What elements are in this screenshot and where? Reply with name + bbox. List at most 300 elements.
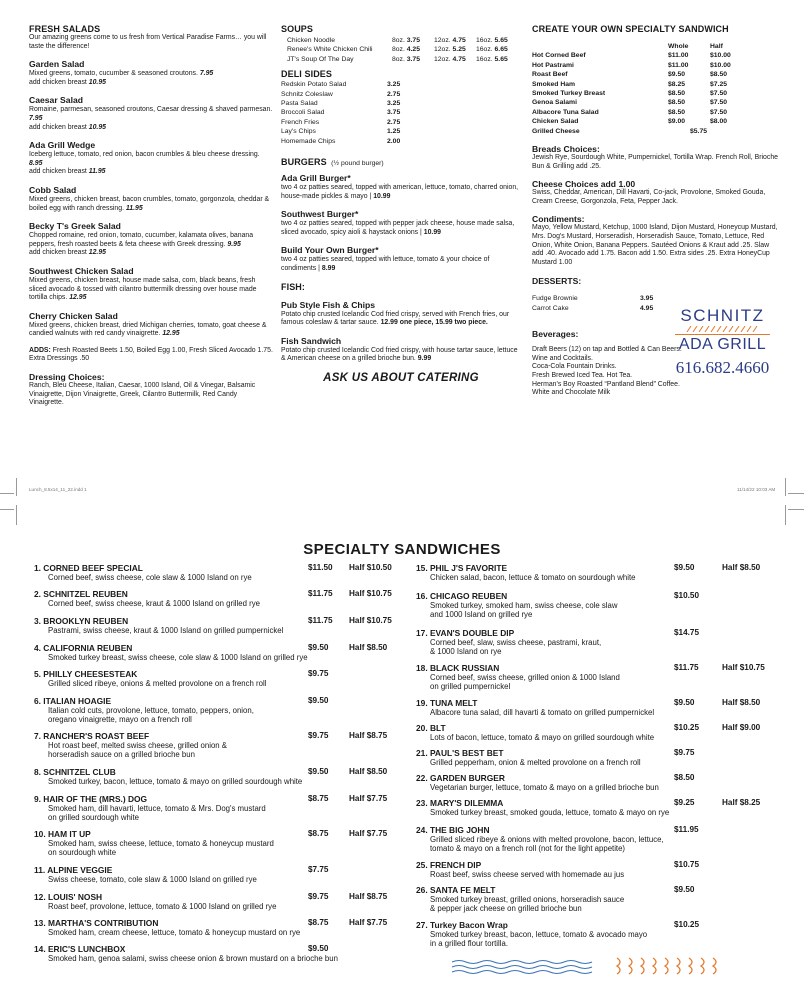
soup-size: 8oz. [392,55,405,63]
sandwich-item [416,698,778,717]
deli-side-row [281,127,521,136]
salad-extra [29,124,273,133]
sandwich-desc: Chicken salad, bacon, lettuce & tomato on sourdough white [430,573,636,582]
sandwich-name: 10. HAM IT UP [34,829,91,839]
create-row [532,51,782,60]
sandwich-half-price [349,563,392,572]
sandwich-half-value: $8.75 [366,892,388,901]
create-row [532,80,782,89]
burgers-note: (½ pound burger) [331,160,384,168]
sandwich-item [416,628,778,656]
sandwich-desc: and 1000 Island on grilled rye [430,610,533,620]
sandwich-half-price [349,794,387,803]
create-half-price: $10.00 [710,61,731,69]
sandwich-price: $14.75 [674,628,700,637]
salad-name: Caesar Salad [29,95,83,106]
salads-column [29,24,273,408]
sandwich-price: $9.75 [674,748,695,757]
sandwich-half-label: Half [349,794,365,803]
sandwich-half-price [349,918,387,927]
sandwich-item [34,731,405,759]
create-row [532,89,782,98]
create-meat-name: Smoked Ham [532,80,576,88]
create-whole-price: $9.00 [668,118,686,126]
dessert-row [532,294,782,303]
sandwich-half-value: $10.75 [739,663,765,672]
deli-side-price: 2.75 [387,90,401,98]
sandwich-item [416,773,778,792]
salad-desc-text: Iceberg lettuce, tomato, red onion, bacon crumbles & bleu cheese dressing. [29,151,260,159]
soup-size: 12oz. [434,46,451,54]
sandwich-half-value: $10.75 [366,616,392,625]
create-whole-price: $8.50 [668,90,686,98]
sandwich-price: $8.75 [308,918,329,927]
salad-name: Southwest Chicken Salad [29,265,134,276]
create-row [532,98,782,107]
logo-subtitle: ADA GRILL [675,334,770,354]
sandwich-price: $11.75 [674,663,699,672]
sandwich-desc: Roast beef, swiss cheese served with homemade au jus [430,870,625,879]
soup-size: 12oz. [434,37,451,44]
salad-extra-price: 10.95 [88,78,107,86]
sandwich-name: 26. SANTA FE MELT [416,885,496,895]
create-row [532,117,782,126]
sandwich-half-label: Half [722,663,738,672]
logo-name: SCHNITZ [680,306,765,325]
burger-price: 8.99 [321,265,336,273]
burger-item [281,209,521,237]
crop-mark [16,505,17,525]
sandwich-price: $8.50 [674,773,695,782]
sandwich-desc: Smoked ham, dill havarti, lettuce, tomato & Mrs. Dog's mustard [48,804,266,813]
breads-heading: Breads Choices: [532,144,600,155]
sandwich-name: 24. THE BIG JOHN [416,825,490,835]
burgers-heading: BURGERS [281,157,327,168]
sandwich-desc: Smoked turkey, smoked ham, swiss cheese, cole slaw [430,601,618,610]
sandwich-half-value: $8.25 [739,798,761,807]
sandwich-item [416,591,778,619]
sandwich-price: $9.50 [308,944,329,953]
soup-price: 6.65 [494,46,508,54]
sandwich-desc: tomato & mayo on a french roll (not for the light appetite) [430,844,626,854]
salad-name: Ada Grill Wedge [29,140,96,151]
sandwich-half-label: Half [349,731,365,740]
sandwich-name: 12. LOUIS' NOSH [34,892,103,902]
burger-item [281,245,521,273]
sandwich-half-label: Half [722,798,738,807]
create-half-price: $7.50 [710,90,728,98]
sandwich-half-label: Half [349,892,365,901]
sandwich-half-label: Half [349,589,365,598]
sandwich-item [416,825,778,853]
sandwich-desc: Smoked turkey, bacon, lettuce, tomato & mayo on grilled sourdough white [48,777,303,786]
burger-list [281,173,521,274]
beverages-heading: Beverages: [532,329,579,340]
sandwich-desc: Italian cold cuts, provolone, lettuce, tomato, peppers, onion, [48,706,254,715]
create-whole-price: $8.50 [668,99,686,107]
sandwich-price: $11.50 [308,563,333,572]
fish-list [281,300,521,364]
sandwich-item [34,616,405,635]
sandwich-item [416,748,778,767]
sandwich-name: 5. PHILLY CHEESESTEAK [34,669,138,679]
crop-mark [16,478,17,496]
soup-list [281,36,521,64]
soup-name: Renee's White Chicken Chili [287,46,373,54]
cheese-text: Swiss, Cheddar, American, Dill Havarti, Co-jack, Provolone, Smoked Gouda, Cream Creese, Gorgonzola, Feta, Pepper Jack. [532,189,766,205]
deli-side-row [281,90,521,99]
sandwich-half-value: $7.75 [366,829,388,838]
sandwich-half-value: $7.75 [366,794,388,803]
fish-item [281,300,521,328]
burger-desc-text: two 4 oz patties seared, topped with lettuce, tomato & your choice of condiments | [281,256,490,273]
soup-price: 5.65 [494,55,508,63]
sandwich-half-label: Half [349,829,365,838]
soup-price: 5.65 [494,37,508,44]
sandwich-name: 23. MARY'S DILEMMA [416,798,504,808]
sandwich-name: 16. CHICAGO REUBEN [416,591,508,601]
sandwich-price: $10.75 [674,860,700,869]
sandwich-name: 13. MARTHA'S CONTRIBUTION [34,918,159,928]
soups-heading: SOUPS [281,24,314,34]
sandwich-name: 19. TUNA MELT [416,698,478,708]
flame-decoration-icon [613,956,725,976]
sandwich-item [416,798,778,817]
sandwich-half-price [349,731,387,740]
soup-size-price [434,36,476,45]
soup-price: 4.75 [452,55,466,63]
wave-decoration-icon [450,958,600,976]
deli-side-row [281,137,521,146]
soup-row [287,45,521,54]
crop-mark [785,478,786,496]
sandwich-desc: horseradish sauce on a grilled brioche bun [48,750,195,760]
create-meat-name: Albacore Tuna Salad [532,108,599,116]
sandwich-price: $9.50 [308,767,329,776]
sandwich-half-price [722,723,760,732]
soup-price: 5.25 [452,46,466,54]
sandwich-item [34,767,405,786]
sandwich-name: 22. GARDEN BURGER [416,773,505,783]
sandwich-desc: & pepper jack cheese on grilled brioche bun [430,904,582,914]
salad-desc [29,277,273,303]
salads-heading: FRESH SALADS [29,24,101,34]
create-meat-name: Roast Beef [532,71,568,79]
sandwich-price: $9.50 [308,643,329,652]
dessert-price: 4.95 [640,304,654,312]
salad-desc [29,322,273,339]
breads-text: Jewish Rye, Sourdough White, Pumpernickel, Tortilla Wrap. French Roll, Brioche Bun & Grilling add .25. [532,154,778,170]
salad-name: Cobb Salad [29,184,77,195]
sandwich-name: 11. ALPINE VEGGIE [34,865,113,875]
deli-side-name: Redskin Potato Salad [281,81,347,89]
sandwich-name: 6. ITALIAN HOAGIE [34,696,112,706]
dessert-name: Fudge Brownie [532,295,578,303]
create-meat-name: Hot Corned Beef [532,52,586,60]
sandwich-half-price [349,616,392,625]
sandwich-name: 21. PAUL'S BEST BET [416,748,504,758]
sandwich-price: $11.75 [308,589,333,598]
salad-desc-text: Mixed greens, chicken breast, house made salsa, corn, black beans, fresh sliced avocado & tossed with cilantro buttermilk dressing over house made tortilla chips. [29,276,257,302]
sandwich-item [34,918,405,937]
beverage-line: Fresh Brewed Iced Tea. Hot Tea. [532,372,633,379]
salad-price: 7.95 [199,70,214,78]
specialty-heading: SPECIALTY SANDWICHES [303,541,501,558]
fish-item [281,336,521,364]
deli-side-price: 3.75 [387,109,401,117]
fish-name: Pub Style Fish & Chips [281,299,376,310]
sandwich-desc: Hot roast beef, melted swiss cheese, grilled onion & [48,741,227,750]
sandwich-desc: Corned beef, swiss cheese, kraut & 1000 Island on grilled rye [48,599,260,608]
salad-item [29,221,273,258]
salad-extra [29,168,273,177]
create-row [532,108,782,117]
sandwich-half-price [722,663,765,672]
soup-row [287,55,521,64]
beverage-line: Draft Beers (12) on tap and Bottled & Can Beers. [532,346,682,354]
sandwich-desc: Corned beef, swiss cheese, cole slaw & 1000 Island on rye [48,573,252,582]
sandwich-desc: on sourdough white [48,848,117,858]
sandwich-desc: Grilled sliced ribeye & onions with melted provolone, bacon, lettuce, [430,835,664,844]
create-whole-price: $9.50 [668,71,686,79]
dessert-name: Carrot Cake [532,304,569,312]
create-half-price: $7.25 [710,80,728,88]
sandwich-price: $7.75 [308,865,329,874]
salad-extra-price: 10.95 [88,123,107,131]
salad-name: Cherry Chicken Salad [29,310,118,321]
sandwich-desc: Smoked ham, genoa salami, swiss cheese onion & brown mustard on a brioche bun [48,954,338,963]
print-footer-right: 11/14/22 10:03 AM [737,487,776,492]
fish-price: 12.99 one piece, 15.99 two piece. [380,319,488,327]
soup-size-price [434,45,476,54]
fish-price: 9.99 [417,355,432,363]
sandwich-name: 8. SCHNITZEL CLUB [34,767,116,777]
salad-price: 7.95 [29,114,43,122]
sandwich-name: 1. CORNED BEEF SPECIAL [34,563,143,573]
sandwich-desc: oregano vinaigrette, mayo on a french roll [48,715,192,725]
create-meat-name: Smoked Turkey Breast [532,90,606,98]
sandwich-half-label: Half [349,616,365,625]
crop-mark [0,509,14,510]
sandwich-half-label: Half [722,698,738,707]
soup-name: Chicken Noodle [287,37,335,44]
sandwich-price: $9.75 [308,669,329,678]
sandwich-half-value: $10.75 [366,589,392,598]
sandwich-half-value: $8.75 [366,731,388,740]
create-whole-price: $8.50 [668,108,686,116]
sandwich-price: $9.50 [674,885,695,894]
burger-desc [281,184,521,201]
salad-desc [29,70,273,79]
deli-side-name: Schnitz Coleslaw [281,90,333,98]
sandwich-half-label: Half [722,563,738,572]
sandwich-desc: Grilled pepperham, onion & melted provolone on a french roll [430,758,641,767]
sandwich-half-label: Half [722,723,738,732]
salad-list [29,59,273,339]
sandwich-half-value: $8.50 [366,767,388,776]
sandwich-item [34,865,405,884]
salad-desc [29,196,273,213]
middle-column [281,24,521,384]
salad-name: Garden Salad [29,59,85,70]
create-meat-name: Hot Pastrami [532,61,574,69]
sandwich-desc: Roast beef, provolone, lettuce, tomato & 1000 Island on grilled rye [48,902,277,911]
sandwich-desc: on grilled pumpernickel [430,682,511,692]
sandwich-item [34,643,405,662]
soup-size-price [392,36,434,45]
beverage-line: Coca-Cola Fountain Drinks. [532,363,617,371]
sandwich-half-price [349,767,387,776]
deli-side-name: Pasta Salad [281,100,318,108]
sandwich-name: 15. PHIL J'S FAVORITE [416,563,508,573]
salad-extra-label: add chicken breast [29,123,87,131]
deli-side-price: 3.25 [387,100,401,108]
soup-size: 12oz. [434,55,451,63]
catering-banner: ASK US ABOUT CATERING [323,372,479,384]
sandwich-price: $9.25 [674,798,695,807]
salad-price: 8.95 [29,159,43,167]
sandwich-half-price [349,643,387,652]
sandwich-item [34,944,405,963]
sandwich-half-value: $8.50 [739,563,761,572]
salad-extra-price: 12.95 [88,249,107,257]
salads-intro: Our amazing greens come to us fresh from Vertical Paradise Farms… you will taste the difference! [29,34,267,50]
cheese-heading: Cheese Choices add 1.00 [532,179,636,190]
salad-desc [29,106,273,123]
salad-extra-price: 11.95 [88,168,106,176]
salad-price: 11.95 [125,204,143,212]
sandwich-item [416,723,778,742]
sandwich-name: 20. BLT [416,723,446,733]
create-whole-price: $8.25 [668,80,686,88]
create-meat-name: Genoa Salami [532,99,577,107]
burgers-heading-row [281,152,521,170]
sandwich-desc: on grilled sourdough white [48,813,140,823]
burger-desc [281,220,521,237]
salad-item [29,311,273,339]
sandwich-half-label: Half [349,767,365,776]
sandwich-desc: Pastrami, swiss cheese, kraut & 1000 Island on grilled pumpernickel [48,626,284,635]
sandwich-name: 27. Turkey Bacon Wrap [416,920,508,930]
salad-desc-text: Mixed greens, chicken breast, bacon crumbles, tomato, gorgonzola, cheddar & boiled egg with ranch dressing. [29,195,270,212]
sandwich-desc: Swiss cheese, tomato, cole slaw & 1000 Island on grilled rye [48,875,257,884]
burger-price: 10.99 [423,228,441,236]
soup-size: 16oz. [476,37,493,44]
sandwich-name: 4. CALIFORNIA REUBEN [34,643,133,653]
soup-row [287,36,521,45]
create-whole-price: $5.75 [690,127,708,135]
create-heading: CREATE YOUR OWN SPECIALTY SANDWICH [532,24,729,34]
create-row [532,70,782,79]
salad-desc [29,232,273,249]
soup-size: 16oz. [476,46,493,54]
deli-side-row [281,80,521,89]
create-half-price: $8.00 [710,118,728,126]
deli-side-row [281,99,521,108]
create-half-price: $7.50 [710,108,728,116]
create-half-price: $7.50 [710,99,728,107]
create-half-price: $10.00 [710,52,731,60]
sandwich-item [416,663,778,691]
sandwich-half-value: $8.50 [366,643,388,652]
deli-sides-list [281,80,521,146]
burger-desc-text: two 4 oz patties seared, topped with american, lettuce, tomato, charred onion, house-made pickles & mayo | [281,184,519,200]
fish-desc-text: Potato chip crusted Icelandic Cod fried crispy, served with French fries, our famous coleslaw & tartar sauce. [281,310,510,327]
crop-mark [788,509,804,510]
soup-size: 16oz. [476,55,493,63]
soup-size: 8oz. [392,46,405,54]
sandwich-price: $10.25 [674,920,700,929]
salad-item [29,185,273,213]
fish-desc [281,347,521,364]
create-half-price: $8.50 [710,71,728,79]
fish-name: Fish Sandwich [281,335,342,346]
salad-desc-text: Mixed greens, chicken breast, dried Michigan cherries, tomato, goat cheese & candied walnuts with red candy vinaigrette. [29,321,267,338]
sandwich-item [34,563,405,582]
salad-extra [29,79,273,88]
create-col-blank [532,42,668,51]
soup-price: 3.75 [406,55,420,63]
sandwich-item [416,885,778,913]
sandwich-half-label: Half [349,918,365,927]
sandwich-desc: Smoked turkey breast, bacon, lettuce, tomato & avocado mayo [430,930,648,939]
create-row [532,127,782,136]
burger-name: Southwest Burger* [281,209,359,220]
create-meat-name: Chicken Salad [532,118,579,126]
dressing-heading: Dressing Choices: [29,372,105,383]
sandwich-name: 14. ERIC'S LUNCHBOX [34,944,126,954]
deli-side-name: Lay's Chips [281,128,316,136]
crop-mark [788,493,804,494]
salad-extra [29,249,273,258]
soup-size-price [476,36,518,45]
deli-side-price: 2.75 [387,118,401,126]
salad-price: 12.95 [69,294,87,302]
deli-side-price: 2.00 [387,137,401,145]
sandwich-price: $8.75 [308,794,329,803]
create-meat-name: Grilled Cheese [532,127,580,135]
salad-desc-text: Mixed greens, tomato, cucumber & seasoned croutons. [29,70,198,78]
soup-size-price [476,45,518,54]
condiments-text: Mayo, Yellow Mustard, Ketchup, 1000 Island, Dijon Mustard, Honeycup Mustard, Mrs. Dog's Mustard, Horseradish, Horseradish Sauce, Tomato, Lettuce, Red Onion, White Onion, Banana Peppers. Sautéed Onions & Kraut add .25. Slaw add .40. Avocado add 1.75. Bacon add 1.50. Extra sides .25. Extra HoneyCup Mustard 1.00 [532,224,778,266]
sandwich-half-label: Half [349,563,365,572]
create-price-chart [532,51,782,136]
deli-side-name: Homemade Chips [281,137,336,145]
burger-desc-text: two 4 oz patties seared, topped with pepper jack cheese, house made salsa, sliced avocado, spicy aioli & haystack onions | [281,220,515,236]
sandwich-desc: Lots of bacon, lettuce, tomato & mayo on grilled sourdough white [430,733,655,742]
soup-size-price [392,45,434,54]
burger-name: Build Your Own Burger* [281,245,379,256]
salad-item [29,140,273,177]
sandwich-item [34,696,405,724]
sandwich-half-value: $10.50 [366,563,392,572]
sandwich-price: $10.50 [674,591,700,600]
adds-text: Fresh Roasted Beets 1.50, Boiled Egg 1.00, Fresh Sliced Avocado 1.75. Extra Dressings .50 [29,346,273,363]
create-whole-price: $11.00 [668,61,689,69]
sandwich-half-price [349,589,392,598]
sandwich-half-value: $7.75 [366,918,388,927]
sandwich-desc: Smoked turkey breast, smoked gouda, lettuce, tomato & mayo on rye [430,808,670,817]
soup-size-price [476,55,518,64]
soup-price: 3.75 [406,37,420,44]
fish-desc-text: Potato chip crusted Icelandic Cod fried crispy, with house tartar sauce, lettuce & American cheese on a grilled brioche bun. [281,346,518,363]
deli-sides-heading: DELI SIDES [281,69,333,80]
salad-name: Becky T's Greek Salad [29,221,121,232]
sandwich-desc: in a grilled flour tortilla. [430,939,509,949]
salad-desc [29,151,273,168]
sandwich-half-value: $8.50 [739,698,761,707]
sandwich-half-value: $9.00 [739,723,761,732]
